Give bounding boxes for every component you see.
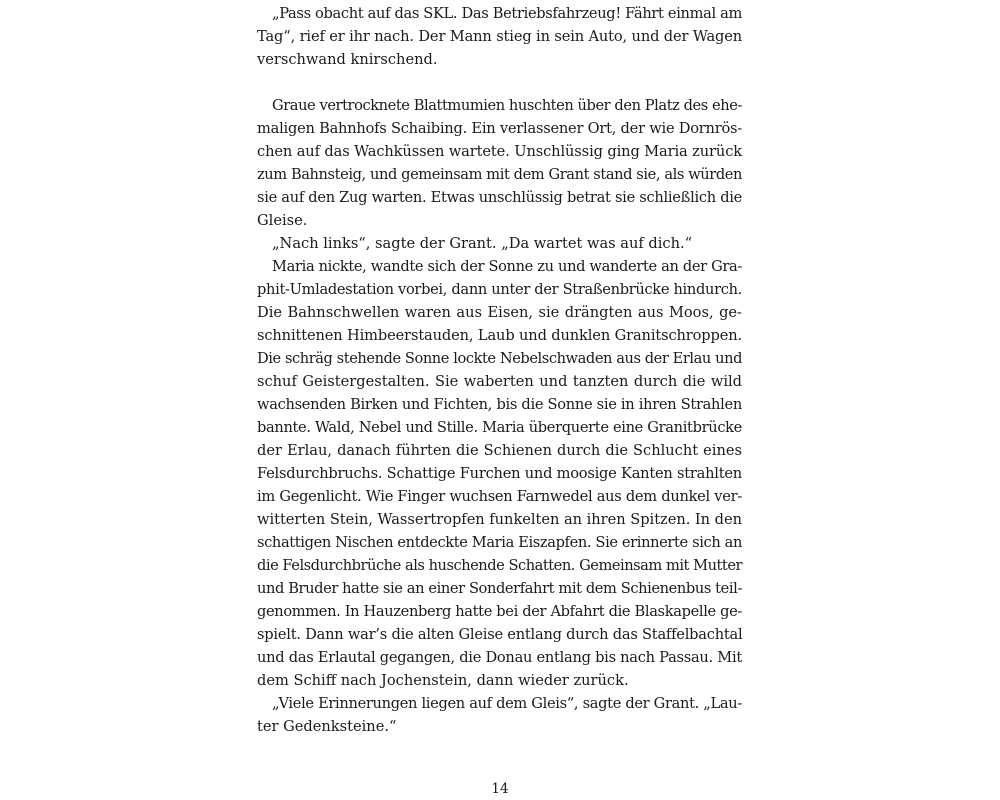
text-line: maligen Bahnhofs Schaibing. Ein verlassener Ort, der wie Dornrös- xyxy=(257,120,742,137)
text-line: Die Bahnschwellen waren aus Eisen, sie drängten aus Moos, ge- xyxy=(257,304,742,321)
text-line: und Bruder hatte sie an einer Sonderfahrt mit dem Schienenbus teil- xyxy=(257,580,742,597)
text-line: zum Bahnsteig, und gemeinsam mit dem Grant stand sie, als würden xyxy=(257,166,742,183)
text-line: und das Erlautal gegangen, die Donau entlang bis nach Passau. Mit xyxy=(257,649,742,666)
text-line: sie auf den Zug warten. Etwas unschlüssig betrat sie schließlich die xyxy=(257,189,742,206)
text-line: wachsenden Birken und Fichten, bis die Sonne sie in ihren Strahlen xyxy=(257,396,742,413)
paragraph xyxy=(257,94,742,232)
text-line: dem Schiff nach Jochenstein, dann wieder zurück. xyxy=(257,672,629,689)
text-line: Felsdurchbruchs. Schattige Furchen und moosige Kanten strahlten xyxy=(257,465,742,482)
text-line: schuf Geistergestalten. Sie waberten und tanzten durch die wild xyxy=(257,373,742,390)
text-line: chen auf das Wachküssen wartete. Unschlüssig ging Maria zurück xyxy=(257,143,742,160)
text-column xyxy=(257,0,742,738)
text-line: phit-Umladestation vorbei, dann unter der Straßenbrücke hindurch. xyxy=(257,281,742,298)
text-line: „Pass obacht auf das SKL. Das Betriebsfahrzeug! Fährt einmal am xyxy=(272,5,742,22)
text-line: ter Gedenksteine.“ xyxy=(257,718,397,735)
text-line: Gleise. xyxy=(257,212,308,229)
text-line: Tag“, rief er ihr nach. Der Mann stieg in sein Auto, und der Wagen xyxy=(257,28,742,45)
text-line: „Nach links“, sagte der Grant. „Da wartet was auf dich.“ xyxy=(272,235,693,252)
text-line: verschwand knirschend. xyxy=(257,51,438,68)
page-number: 14 xyxy=(491,781,509,797)
text-line: schattigen Nischen entdeckte Maria Eiszapfen. Sie erinnerte sich an xyxy=(257,534,742,551)
text-line: Graue vertrocknete Blattmumien huschten über den Platz des ehe- xyxy=(272,97,742,114)
paragraph xyxy=(257,692,742,738)
text-line: Maria nickte, wandte sich der Sonne zu und wanderte an der Gra- xyxy=(272,258,742,275)
text-line: genommen. In Hauzenberg hatte bei der Abfahrt die Blaskapelle ge- xyxy=(257,603,742,620)
text-line: im Gegenlicht. Wie Finger wuchsen Farnwedel aus dem dunkel ver- xyxy=(257,488,742,505)
paragraph xyxy=(257,0,742,71)
text-line: witterten Stein, Wassertropfen funkelten an ihren Spitzen. In den xyxy=(257,511,742,528)
text-line: die Felsdurchbrüche als huschende Schatten. Gemeinsam mit Mutter xyxy=(257,557,742,574)
text-line: der Erlau, danach führten die Schienen durch die Schlucht eines xyxy=(257,442,742,459)
text-line: Die schräg stehende Sonne lockte Nebelschwaden aus der Erlau und xyxy=(257,350,742,367)
text-line: bannte. Wald, Nebel und Stille. Maria überquerte eine Granitbrücke xyxy=(257,419,742,436)
text-line: spielt. Dann war’s die alten Gleise entlang durch das Staffelbachtal xyxy=(257,626,743,643)
paragraph xyxy=(257,232,742,255)
section-break xyxy=(257,71,742,94)
paragraph xyxy=(257,255,742,692)
text-line: „Viele Erinnerungen liegen auf dem Gleis“, sagte der Grant. „Lau- xyxy=(272,695,742,712)
text-line: schnittenen Himbeerstauden, Laub und dunklen Granitschroppen. xyxy=(257,327,742,344)
